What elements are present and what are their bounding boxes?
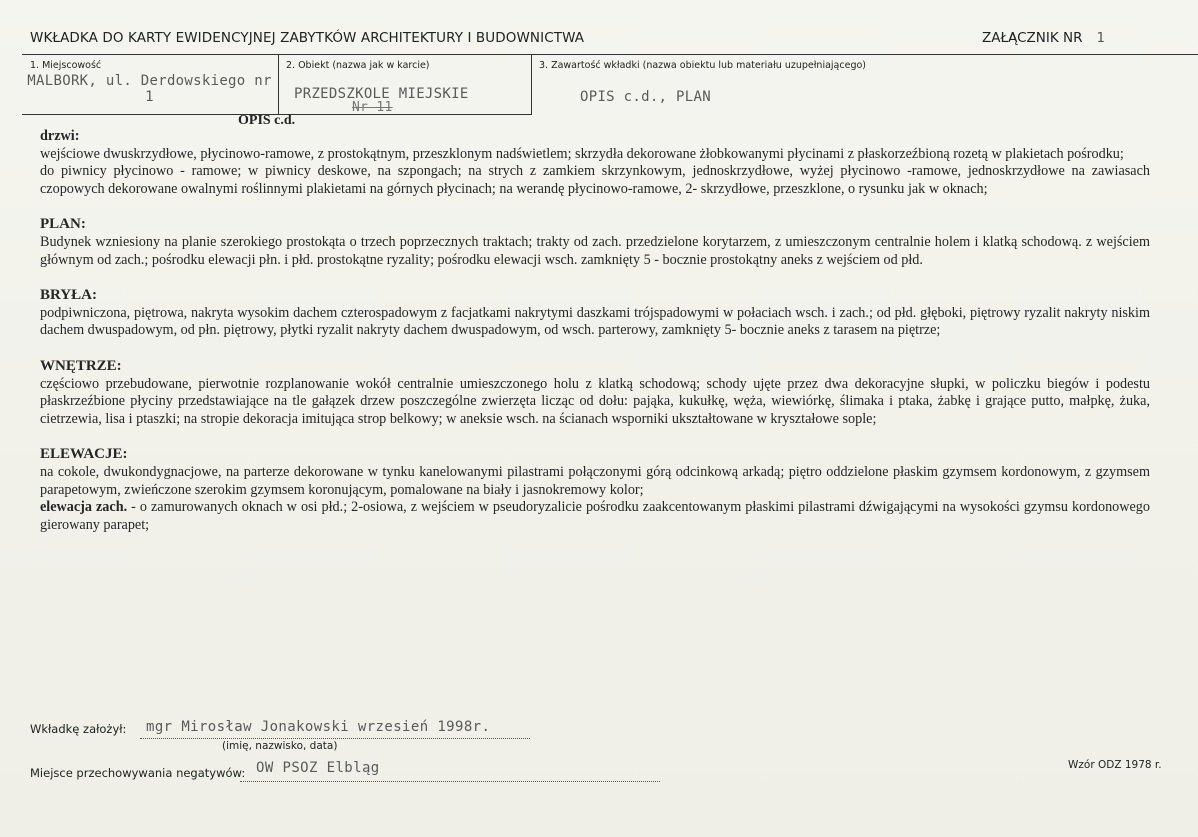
elevation-west-lead: elewacja zach.: [40, 499, 128, 516]
object-label: 2. Obiekt (nazwa jak w karcie): [286, 60, 430, 71]
heading-text: drzwi: [40, 128, 75, 144]
annex-value: 1: [1096, 30, 1105, 46]
paragraph: na cokole, dwukondygnacjowe, na parterze dekorowane w tynku kanelowanymi pilastrami połączonymi górą odcinkową arkadą; piętro oddzielone płaskim gzymsem kordonowym, z gzymsem parapetowym, zwieńczone szerokim gzymsem koronującym, pomalowane na biały i jasnokremowy kolor;: [40, 463, 1150, 498]
negatives-storage-label: Miejsce przechowywania negatywów:: [30, 766, 246, 780]
created-by-line: [140, 738, 530, 739]
content-value: OPIS c.d., PLAN: [580, 89, 711, 105]
form-pattern: Wzór ODZ 1978 r.: [1068, 759, 1162, 771]
paragraph: Budynek wzniesiony na planie szerokiego prostokąta o trzech poprzecznych traktach; trakty od zach. przedzielone korytarzem, z umieszczonym centralnie holem i klatką schodową. z wejściem głównym od zach.; pośrodku elewacji płn. i płd. prostokątne ryzality; pośrodku elewacji wsch. zamknięty 5 - bocznie prostokątny aneks z wejściem od płd.: [40, 233, 1150, 268]
created-by-value: mgr Mirosław Jonakowski wrzesień 1998r.: [146, 719, 491, 735]
object-value: PRZEDSZKOLE MIEJSKIE: [294, 86, 469, 102]
section-elewacje: [40, 446, 1150, 534]
locality-value: MALBORK, ul. Derdowskiego nr 1: [27, 73, 272, 105]
section-plan: [40, 216, 1150, 269]
paragraph: podpiwniczona, piętrowa, nakryta wysokim dachem czterospadowym z facjatkami nakrytymi daszkami trójspadowymi w połaciach wsch. i zach.; od płd. głęboki, piętrowy ryzalit nakryty niskim dachem dwuspadowym, od płn. piętrowy, płytki ryzalit nakryty dachem dwuspadowym, od wsch. parterowy, zamknięty 5- bocznie aneks z tarasem na piętrze;: [40, 304, 1150, 339]
object-value-struck: Nr 11: [352, 100, 393, 115]
description-body: [40, 128, 1150, 534]
opis-heading: OPIS c.d.: [238, 113, 296, 128]
elevation-west-text: - o zamurowanych oknach w osi płd.; 2-osiowa, z wejściem w pseudoryzalicie pośrodku zaakcentowanym płaskimi pilastrami dźwigającymi na wysokości gzymsu kordonowego gierowany parapet;: [40, 499, 1150, 533]
negatives-storage-line: [240, 781, 660, 782]
paragraph: [40, 499, 1150, 534]
content-label: 3. Zawartość wkładki (nazwa obiektu lub materiału uzupełniającego): [539, 60, 866, 71]
created-by-label: Wkładkę założył:: [30, 722, 127, 736]
section-bryla: [40, 287, 1150, 340]
section-heading: BRYŁA:: [40, 287, 97, 304]
negatives-storage-value: OW PSOZ Elbląg: [256, 760, 380, 776]
paragraph: częściowo przebudowane, pierwotnie rozplanowanie wokół centralnie umieszczonego holu z klatką schodową; schody ujęte przez dwa dekoracyjne słupki, w policzku biegów i podestu płaskrzeźbione płyciny przedstawiające na tle gałązek drzew poszczególne zwierzęta licząc od dołu: pająka, kukułkę, węża, wiewiórkę, ślimaka i ptaka, żabkę i grające putto, małpkę, żuka, cietrzewia, lisa i ptaszki; na stropie dekoracja imitująca strop belkowy; w aneksie wsch. na ścianach wsporniki ukształtowane w kryształowe sople;: [40, 375, 1150, 427]
section-drzwi: [40, 128, 1150, 198]
section-heading: PLAN:: [40, 216, 86, 233]
field-divider-2: [531, 55, 532, 115]
section-heading: WNĘTRZE:: [40, 357, 122, 374]
card-title: WKŁADKA DO KARTY EWIDENCYJNEJ ZABYTKÓW ARCHITEKTURY I BUDOWNICTWA: [30, 30, 585, 46]
created-by-caption: (imię, nazwisko, data): [222, 740, 338, 752]
paragraph: do piwnicy płycinowo - ramowe; w piwnicy deskowe, na szpongach; na strych z zamkiem skrzynkowym, jednoskrzydłowe, wyżej płycinowo -ramowe, jednoskrzydłowe na zawiasach czopowych dekorowane owalnymi roślinnymi plakietami na górnych płycinach; na werandę płycinowo-ramowe, 2- skrzydłowe, przeszklone, o rysunku jak w oknach;: [40, 163, 1150, 197]
paragraph: wejściowe dwuskrzydłowe, płycinowo-ramowe, z prostokątnym, przeszklonym nadświetlem; skrzydła dekorowane żłobkowanymi płycinami z płaskorzeźbioną rozetą w plakietach pośrodku;: [40, 145, 1124, 162]
field-divider-1: [278, 55, 279, 115]
annex-number: [982, 30, 1105, 46]
annex-label: ZAŁĄCZNIK NR: [982, 30, 1083, 46]
locality-label: 1. Miejscowość: [30, 60, 102, 71]
section-heading: ELEWACJE:: [40, 446, 128, 463]
section-heading: drzwi:: [40, 128, 80, 144]
header-top-rule: [22, 54, 1198, 55]
section-wnetrze: [40, 358, 1150, 428]
